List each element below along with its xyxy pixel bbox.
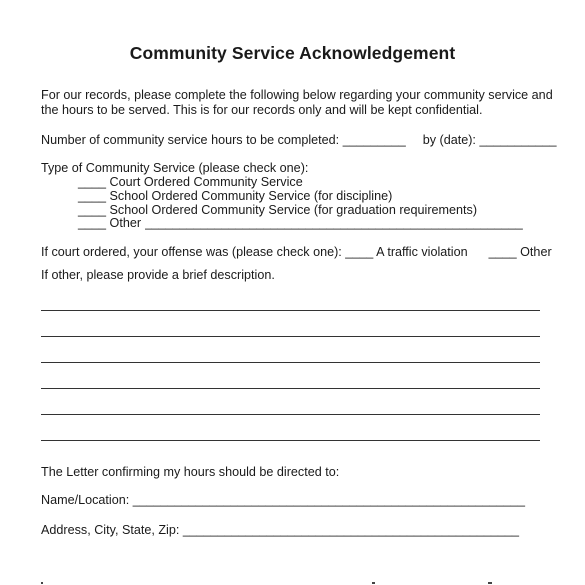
court-ordered-label: Court Ordered Community Service bbox=[109, 175, 303, 189]
description-line-5[interactable] bbox=[41, 414, 540, 415]
other-service-field[interactable]: ______________________________________________________ bbox=[144, 216, 523, 230]
address-row bbox=[41, 523, 519, 538]
cutoff-mark bbox=[488, 582, 492, 584]
description-line-4[interactable] bbox=[41, 388, 540, 389]
description-line-1[interactable] bbox=[41, 310, 540, 311]
name-row bbox=[41, 493, 525, 508]
by-date-label: by (date): bbox=[422, 133, 476, 147]
name-label: Name/Location: bbox=[41, 493, 130, 507]
by-date-field[interactable]: ___________ bbox=[479, 133, 557, 147]
cutoff-mark bbox=[41, 582, 43, 584]
school-discipline-checkbox[interactable]: ____ bbox=[78, 189, 107, 203]
other-service-label: Other bbox=[109, 216, 142, 230]
address-label: Address, City, State, Zip: bbox=[41, 523, 180, 537]
description-line-6[interactable] bbox=[41, 440, 540, 441]
description-line-3[interactable] bbox=[41, 362, 540, 363]
service-option-other bbox=[78, 216, 543, 231]
offense-other-checkbox[interactable]: ____ bbox=[488, 245, 517, 259]
school-graduation-checkbox[interactable]: ____ bbox=[78, 203, 107, 217]
other-service-checkbox[interactable]: ____ bbox=[78, 216, 107, 230]
offense-row bbox=[41, 245, 552, 260]
service-type-heading: Type of Community Service (please check one): bbox=[41, 161, 309, 175]
school-graduation-label: School Ordered Community Service (for graduation requirements) bbox=[109, 203, 478, 217]
service-option-school-discipline bbox=[78, 189, 392, 204]
intro-line-1: For our records, please complete the following below regarding your community service and bbox=[41, 88, 553, 102]
traffic-violation-checkbox[interactable]: ____ bbox=[345, 245, 374, 259]
form-title: Community Service Acknowledgement bbox=[129, 43, 456, 63]
other-description-prompt: If other, please provide a brief description. bbox=[41, 268, 275, 282]
cutoff-mark bbox=[372, 582, 375, 584]
hours-row bbox=[41, 133, 556, 148]
offense-label: If court ordered, your offense was (please check one): bbox=[41, 245, 342, 259]
name-field[interactable]: ________________________________________________________ bbox=[132, 493, 525, 507]
offense-other-label: Other bbox=[520, 245, 552, 259]
letter-heading: The Letter confirming my hours should be directed to: bbox=[41, 465, 340, 479]
hours-label: Number of community service hours to be completed: bbox=[41, 133, 340, 147]
hours-field[interactable]: _________ bbox=[342, 133, 406, 147]
service-option-court bbox=[78, 175, 303, 190]
address-field[interactable]: ________________________________________________ bbox=[182, 523, 520, 537]
court-ordered-checkbox[interactable]: ____ bbox=[78, 175, 107, 189]
description-line-2[interactable] bbox=[41, 336, 540, 337]
traffic-violation-label: A traffic violation bbox=[376, 245, 468, 259]
intro-line-2: the hours to be served. This is for our records only and will be kept confidential. bbox=[41, 103, 483, 117]
school-discipline-label: School Ordered Community Service (for discipline) bbox=[109, 189, 393, 203]
